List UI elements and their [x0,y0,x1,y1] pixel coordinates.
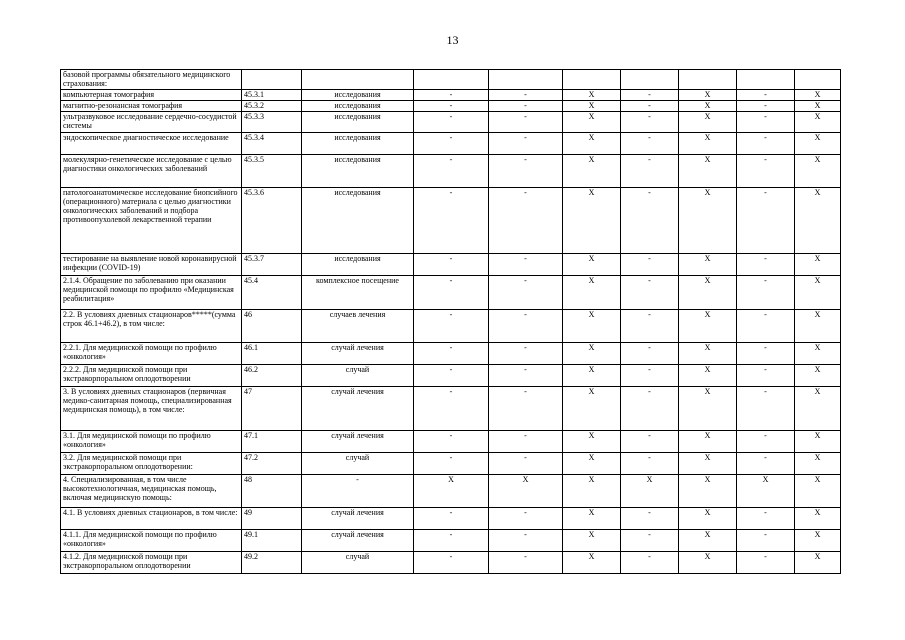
row-label-cell: 3. В условиях дневных стационаров (первичная медико-санитарная помощь, специализированная медицинская помощь), в том числе: [61,387,242,431]
value-cell: X [795,254,841,276]
value-cell: - [414,387,489,431]
value-cell: - [737,365,795,387]
data-table [60,69,841,574]
value-cell: X [563,475,621,508]
value-cell: X [795,453,841,475]
value-cell: - [737,310,795,343]
row-code-cell: 45.3.7 [242,254,302,276]
table-row [61,101,841,112]
row-code-cell [242,70,302,90]
value-cell: - [414,343,489,365]
value-cell: - [414,552,489,574]
value-cell: X [563,343,621,365]
value-cell: X [679,310,737,343]
value-cell: - [621,155,679,188]
value-cell: - [489,155,563,188]
value-cell: - [489,276,563,310]
table-row [61,453,841,475]
value-cell [414,70,489,90]
row-code-cell: 45.3.5 [242,155,302,188]
value-cell: - [621,90,679,101]
row-label-cell: патологоанатомическое исследование биопсийного (операционного) материала с целью диагностики онкологических заболеваний и подбора противоопухолевой лекарственной терапии [61,188,242,254]
row-label-cell: 4.1. В условиях дневных стационаров, в том числе: [61,508,242,530]
value-cell: X [489,475,563,508]
table-row [61,133,841,155]
value-cell: - [737,343,795,365]
value-cell: - [489,188,563,254]
row-code-cell: 47 [242,387,302,431]
value-cell: X [679,530,737,552]
unit-cell: случай лечения [302,431,414,453]
row-code-cell: 45.3.4 [242,133,302,155]
value-cell: X [563,508,621,530]
row-label-cell: базовой программы обязательного медицинского страхования: [61,70,242,90]
unit-cell: исследования [302,155,414,188]
row-label-cell: 4. Специализированная, в том числе высокотехнологичная, медицинская помощь, включая медицинскую помощь: [61,475,242,508]
value-cell: - [737,431,795,453]
value-cell: X [679,431,737,453]
unit-cell: случай [302,365,414,387]
row-label-cell: 3.2. Для медицинской помощи при экстракорпоральном оплодотворении: [61,453,242,475]
table-row [61,387,841,431]
row-code-cell: 47.2 [242,453,302,475]
row-label-cell: 2.2. В условиях дневных стационаров*****(сумма строк 46.1+46.2), в том числе: [61,310,242,343]
table-row [61,530,841,552]
value-cell: - [737,387,795,431]
table-row [61,508,841,530]
value-cell: - [737,453,795,475]
row-label-cell: 4.1.2. Для медицинской помощи при экстракорпоральном оплодотворении [61,552,242,574]
unit-cell: случай лечения [302,387,414,431]
value-cell: X [795,310,841,343]
table-row [61,90,841,101]
value-cell: X [679,188,737,254]
value-cell [679,70,737,90]
table-row [61,552,841,574]
row-label-cell: компьютерная томография [61,90,242,101]
value-cell: - [621,365,679,387]
value-cell: - [414,453,489,475]
value-cell: - [414,508,489,530]
value-cell: - [489,453,563,475]
value-cell: X [795,276,841,310]
row-label-cell: ультразвуковое исследование сердечно-сосудистой системы [61,112,242,133]
value-cell: X [563,365,621,387]
row-code-cell: 46.2 [242,365,302,387]
value-cell: X [679,112,737,133]
value-cell: - [414,133,489,155]
value-cell: X [795,343,841,365]
value-cell: X [795,112,841,133]
value-cell: X [563,101,621,112]
value-cell: X [563,431,621,453]
value-cell: - [737,133,795,155]
value-cell: - [414,112,489,133]
row-label-cell: магнитно-резонансная томография [61,101,242,112]
value-cell: - [489,387,563,431]
value-cell: - [414,188,489,254]
row-code-cell: 45.3.6 [242,188,302,254]
table-row [61,431,841,453]
value-cell: X [795,365,841,387]
row-code-cell: 45.3.3 [242,112,302,133]
value-cell: - [621,453,679,475]
value-cell: X [795,155,841,188]
unit-cell: случаев лечения [302,310,414,343]
unit-cell [302,70,414,90]
value-cell: X [563,310,621,343]
value-cell: - [489,343,563,365]
value-cell: X [563,188,621,254]
table-row [61,254,841,276]
value-cell [737,70,795,90]
value-cell: - [489,133,563,155]
value-cell: - [621,508,679,530]
value-cell: - [621,112,679,133]
value-cell: - [489,530,563,552]
value-cell: - [737,254,795,276]
value-cell: - [621,254,679,276]
value-cell: X [679,133,737,155]
value-cell: X [737,475,795,508]
value-cell: X [795,90,841,101]
unit-cell: случай лечения [302,530,414,552]
row-code-cell: 45.3.1 [242,90,302,101]
value-cell: - [489,552,563,574]
value-cell: X [679,453,737,475]
page-number: 13 [446,33,459,47]
value-cell: - [414,90,489,101]
value-cell [563,70,621,90]
table-row [61,276,841,310]
value-cell: X [563,90,621,101]
table-row [61,112,841,133]
value-cell: - [489,431,563,453]
table-row [61,365,841,387]
value-cell: X [795,508,841,530]
table-row [61,70,841,90]
value-cell: - [621,310,679,343]
value-cell: - [414,530,489,552]
value-cell: - [489,101,563,112]
value-cell: - [414,431,489,453]
row-label-cell: эндоскопическое диагностическое исследование [61,133,242,155]
value-cell: X [621,475,679,508]
value-cell: - [621,387,679,431]
value-cell: - [489,112,563,133]
value-cell: - [489,310,563,343]
value-cell: - [621,431,679,453]
value-cell: X [795,475,841,508]
value-cell: X [414,475,489,508]
value-cell: - [737,188,795,254]
value-cell: - [489,254,563,276]
value-cell: - [737,552,795,574]
value-cell: X [679,343,737,365]
row-code-cell: 46.1 [242,343,302,365]
value-cell: - [621,101,679,112]
value-cell: X [679,552,737,574]
value-cell: X [563,155,621,188]
unit-cell: случай [302,552,414,574]
value-cell: - [414,101,489,112]
value-cell: - [489,365,563,387]
table-row [61,310,841,343]
value-cell: - [621,276,679,310]
value-cell: X [679,90,737,101]
value-cell: - [621,188,679,254]
row-code-cell: 45.4 [242,276,302,310]
unit-cell: исследования [302,101,414,112]
value-cell: X [563,387,621,431]
row-code-cell: 49 [242,508,302,530]
value-cell: X [563,254,621,276]
value-cell: - [489,90,563,101]
value-cell: X [563,530,621,552]
value-cell: X [795,188,841,254]
value-cell: X [795,530,841,552]
value-cell: - [737,101,795,112]
value-cell: - [621,133,679,155]
value-cell: X [795,387,841,431]
value-cell: X [563,133,621,155]
unit-cell: исследования [302,112,414,133]
value-cell: X [563,276,621,310]
unit-cell: случай лечения [302,343,414,365]
row-code-cell: 46 [242,310,302,343]
unit-cell: случай лечения [302,508,414,530]
value-cell: X [795,133,841,155]
value-cell: - [737,112,795,133]
value-cell: - [737,276,795,310]
row-code-cell: 45.3.2 [242,101,302,112]
value-cell: X [795,552,841,574]
row-label-cell: 3.1. Для медицинской помощи по профилю «онкология» [61,431,242,453]
row-label-cell: 4.1.1. Для медицинской помощи по профилю «онкология» [61,530,242,552]
unit-cell: - [302,475,414,508]
row-code-cell: 49.2 [242,552,302,574]
value-cell [621,70,679,90]
table-row [61,343,841,365]
unit-cell: случай [302,453,414,475]
value-cell [795,70,841,90]
value-cell: X [563,112,621,133]
row-label-cell: 2.2.2. Для медицинской помощи при экстракорпоральном оплодотворении [61,365,242,387]
unit-cell: исследования [302,188,414,254]
row-code-cell: 48 [242,475,302,508]
value-cell: - [621,552,679,574]
table-row [61,155,841,188]
value-cell: - [621,343,679,365]
value-cell: - [737,155,795,188]
table-row [61,188,841,254]
value-cell: X [563,552,621,574]
value-cell: - [621,530,679,552]
value-cell: - [414,254,489,276]
value-cell: X [679,101,737,112]
row-label-cell: 2.1.4. Обращение по заболеванию при оказании медицинской помощи по профилю «Медицинская реабилитация» [61,276,242,310]
unit-cell: исследования [302,254,414,276]
value-cell: - [414,365,489,387]
value-cell: X [679,365,737,387]
value-cell: - [737,508,795,530]
value-cell: X [563,453,621,475]
value-cell: X [679,475,737,508]
value-cell: - [737,90,795,101]
unit-cell: исследования [302,90,414,101]
row-code-cell: 47.1 [242,431,302,453]
row-label-cell: тестирование на выявление новой коронавирусной инфекции (COVID-19) [61,254,242,276]
value-cell: - [414,155,489,188]
row-label-cell: 2.2.1. Для медицинской помощи по профилю «онкология» [61,343,242,365]
value-cell: X [795,431,841,453]
value-cell: X [679,276,737,310]
unit-cell: исследования [302,133,414,155]
value-cell [489,70,563,90]
value-cell: X [795,101,841,112]
value-cell: X [679,508,737,530]
row-code-cell: 49.1 [242,530,302,552]
row-label-cell: молекулярно-генетическое исследование с целью диагностики онкологических заболеваний [61,155,242,188]
value-cell: X [679,254,737,276]
value-cell: X [679,155,737,188]
value-cell: - [414,310,489,343]
value-cell: - [414,276,489,310]
value-cell: - [737,530,795,552]
value-cell: X [679,387,737,431]
table-row [61,475,841,508]
unit-cell: комплексное посещение [302,276,414,310]
value-cell: - [489,508,563,530]
